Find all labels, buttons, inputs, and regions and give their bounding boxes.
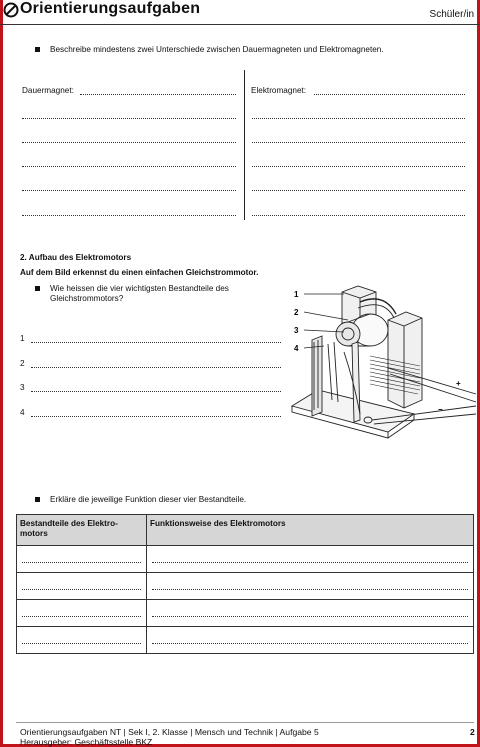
table-cell[interactable] [147, 546, 474, 573]
answer-line[interactable] [31, 367, 281, 368]
answer-line[interactable] [252, 118, 465, 119]
dauermagnet-label: Dauermagnet: [22, 86, 74, 95]
bullet-icon [35, 286, 40, 291]
figure-label-4: 4 [294, 344, 299, 353]
table-header-function: Funktionsweise des Elektromotors [147, 515, 474, 546]
table-cell[interactable] [17, 546, 147, 573]
section-2-subheading: Auf dem Bild erkennst du einen einfachen Gleichstrommotor. [20, 268, 259, 277]
elektromagnet-label: Elektromagnet: [251, 86, 307, 95]
answer-number-3: 3 [20, 383, 25, 392]
answer-line[interactable] [31, 342, 281, 343]
answer-number-1: 1 [20, 334, 25, 343]
answer-line[interactable] [31, 416, 281, 417]
page-number: 2 [470, 727, 475, 737]
answer-line[interactable] [31, 391, 281, 392]
figure-label-1: 1 [294, 290, 299, 299]
answer-line[interactable] [22, 215, 236, 216]
task-3-text: Erkläre die jeweilige Funktion dieser vier Bestandteile. [50, 495, 247, 504]
table-row [17, 546, 474, 573]
table-header-components-line2: motors [20, 529, 48, 538]
section-2-heading: 2. Aufbau des Elektromotors [20, 253, 132, 262]
table-cell[interactable] [147, 573, 474, 600]
page-title: Orientierungsaufgaben [20, 0, 201, 17]
answer-line[interactable] [314, 94, 465, 95]
answer-line[interactable] [252, 215, 465, 216]
answer-line[interactable] [22, 142, 236, 143]
column-divider [244, 70, 245, 220]
footer-divider [16, 722, 474, 723]
table-cell[interactable] [17, 573, 147, 600]
table-cell[interactable] [17, 627, 147, 654]
footer-line-1: Orientierungsaufgaben NT | Sek I, 2. Klasse | Mensch und Technik | Aufgabe 5 [20, 727, 319, 737]
table-cell[interactable] [17, 600, 147, 627]
answer-line[interactable] [252, 166, 465, 167]
answer-line[interactable] [80, 94, 236, 95]
bullet-icon [35, 497, 40, 502]
header-student-label: Schüler/in [429, 9, 474, 20]
table-header-components [17, 515, 147, 546]
answer-line[interactable] [22, 166, 236, 167]
table-header-row [17, 515, 474, 546]
logo-icon [3, 2, 19, 18]
table-header-components-line1: Bestandteile des Elektro- [20, 519, 118, 528]
answer-number-2: 2 [20, 359, 25, 368]
table-cell[interactable] [147, 627, 474, 654]
task-1-text: Beschreibe mindestens zwei Unterschiede zwischen Dauermagneten und Elektromagneten. [50, 45, 384, 54]
answer-number-4: 4 [20, 408, 25, 417]
table-cell[interactable] [147, 600, 474, 627]
table-row [17, 600, 474, 627]
answer-line[interactable] [22, 190, 236, 191]
page-header [0, 0, 480, 25]
footer-line-2: Herausgeber: Geschäftsstelle BKZ [20, 737, 153, 747]
figure-sign-minus: − [438, 405, 443, 414]
table-row [17, 627, 474, 654]
figure-label-3: 3 [294, 326, 299, 335]
function-table [16, 514, 474, 654]
figure-label-2: 2 [294, 308, 299, 317]
table-row [17, 573, 474, 600]
answer-line[interactable] [252, 142, 465, 143]
figure-sign-plus: + [456, 379, 461, 388]
answer-line[interactable] [22, 118, 236, 119]
question-text-line1: Wie heissen die vier wichtigsten Bestandteile des [50, 284, 229, 293]
page-frame-left [0, 0, 3, 747]
dc-motor-illustration [288, 282, 478, 444]
answer-line[interactable] [252, 190, 465, 191]
question-text-line2: Gleichstrommotors? [50, 294, 124, 303]
bullet-icon [35, 47, 40, 52]
